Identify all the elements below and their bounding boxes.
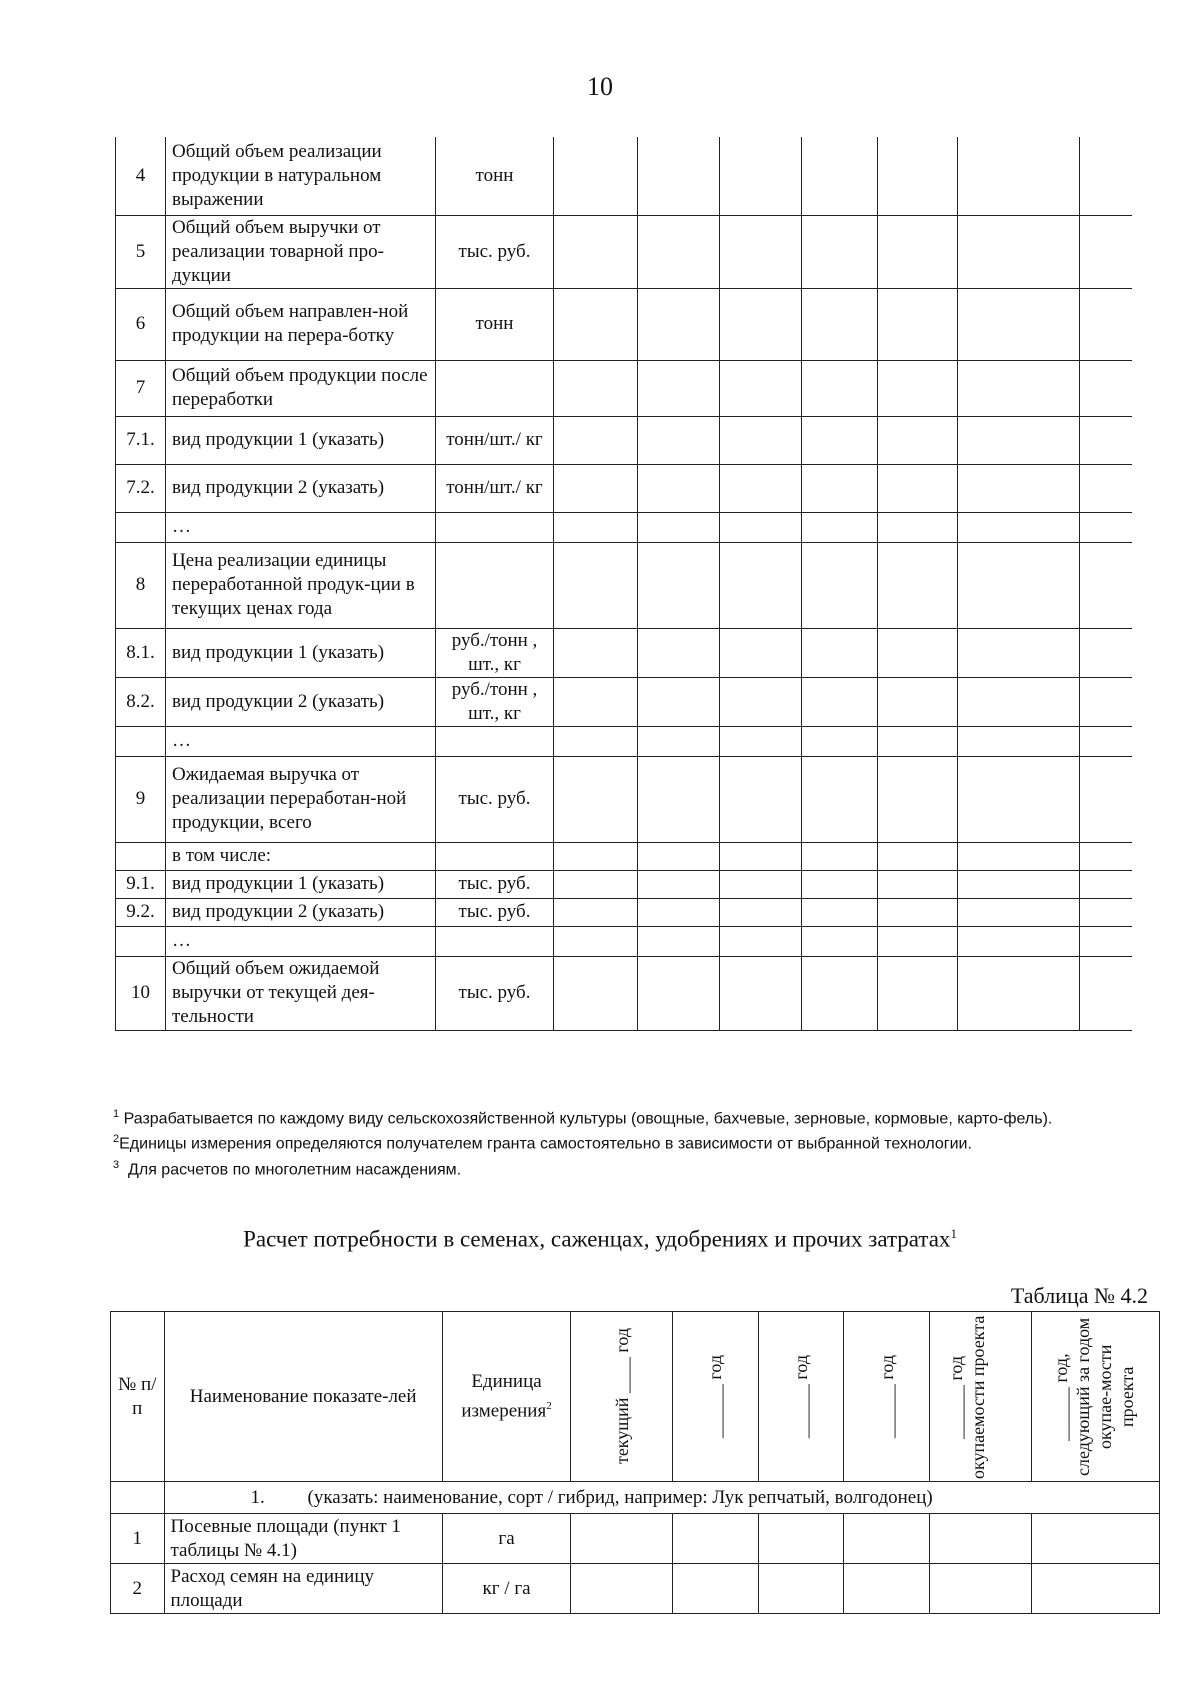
footnote-2: $^2$Единицы измерения определяются получателем гранта самостоятельно в зависимости от выбранной технологии.	[113, 1133, 972, 1153]
value-cell	[1080, 464, 1132, 512]
value-cell	[638, 756, 720, 842]
value-cell	[958, 137, 1080, 215]
row-unit: тонн	[436, 288, 554, 360]
header-year-4: ______ год	[876, 1354, 897, 1439]
table-row	[116, 542, 1132, 628]
row-name: вид продукции 1 (указать)	[166, 870, 436, 898]
row-name: Ожидаемая выручка от реализации переработан-ной продукции, всего	[166, 756, 436, 842]
table-row	[116, 926, 1132, 956]
value-cell	[878, 756, 958, 842]
value-cell	[958, 898, 1080, 926]
row-num: 9.2.	[116, 898, 166, 926]
value-cell	[958, 628, 1080, 677]
value-cell	[802, 726, 878, 756]
value-cell	[554, 288, 638, 360]
value-cell	[1080, 360, 1132, 416]
table-row	[116, 870, 1132, 898]
row-num	[116, 842, 166, 870]
value-cell	[1080, 956, 1132, 1030]
table-row	[116, 215, 1132, 288]
value-cell	[720, 870, 802, 898]
table2-row	[111, 1564, 1160, 1614]
value-cell	[638, 870, 720, 898]
table-row	[116, 137, 1132, 215]
row-num: 7.1.	[116, 416, 166, 464]
value-cell	[958, 360, 1080, 416]
value-cell	[958, 677, 1080, 726]
row-unit	[436, 842, 554, 870]
value-cell	[554, 542, 638, 628]
row-unit: га	[442, 1514, 570, 1564]
value-cell	[638, 956, 720, 1030]
row-unit: тыс. руб.	[436, 870, 554, 898]
header-year-after-payback: ______ год, следующий за годом окупае-мости проекта	[1051, 1317, 1138, 1476]
value-cell	[554, 926, 638, 956]
row-unit: тыс. руб.	[436, 215, 554, 288]
value-cell	[958, 956, 1080, 1030]
value-cell	[554, 726, 638, 756]
row-name: вид продукции 1 (указать)	[166, 628, 436, 677]
value-cell	[878, 628, 958, 677]
value-cell	[1080, 416, 1132, 464]
header-year-payback: ______ год окупаемости проекта	[946, 1314, 989, 1479]
row-name: в том числе:	[166, 842, 436, 870]
value-cell	[571, 1564, 673, 1614]
value-cell	[802, 288, 878, 360]
value-cell	[638, 677, 720, 726]
value-cell	[878, 842, 958, 870]
value-cell	[638, 898, 720, 926]
value-cell	[638, 137, 720, 215]
row-unit	[436, 926, 554, 956]
value-cell	[802, 464, 878, 512]
value-cell	[1080, 842, 1132, 870]
row-name: Расход семян на единицу площади	[164, 1564, 442, 1614]
value-cell	[638, 416, 720, 464]
row-name: …	[166, 726, 436, 756]
row-num	[116, 512, 166, 542]
value-cell	[958, 842, 1080, 870]
table-row	[116, 360, 1132, 416]
value-cell	[554, 464, 638, 512]
row-num	[116, 726, 166, 756]
value-cell	[878, 215, 958, 288]
row-name: вид продукции 2 (указать)	[166, 464, 436, 512]
value-cell	[878, 956, 958, 1030]
value-cell	[1080, 898, 1132, 926]
value-cell	[878, 288, 958, 360]
value-cell	[554, 898, 638, 926]
value-cell	[802, 542, 878, 628]
table2-row	[111, 1514, 1160, 1564]
value-cell	[758, 1564, 844, 1614]
value-cell	[720, 677, 802, 726]
value-cell	[878, 898, 958, 926]
row-num: 2	[111, 1564, 165, 1614]
header-name: Наименование показате-лей	[164, 1312, 442, 1482]
value-cell	[958, 542, 1080, 628]
row-num: 5	[116, 215, 166, 288]
value-cell	[878, 926, 958, 956]
row-unit: руб./тонн , шт., кг	[436, 677, 554, 726]
row-unit	[436, 726, 554, 756]
row-unit: кг / га	[442, 1564, 570, 1614]
table-row	[116, 416, 1132, 464]
production-table	[115, 137, 1132, 1031]
value-cell	[554, 628, 638, 677]
value-cell	[720, 726, 802, 756]
row-num	[116, 926, 166, 956]
table-row	[116, 677, 1132, 726]
row-unit: тонн/шт./ кг	[436, 416, 554, 464]
value-cell	[720, 416, 802, 464]
value-cell	[720, 464, 802, 512]
value-cell	[571, 1514, 673, 1564]
value-cell	[802, 137, 878, 215]
table-row	[116, 756, 1132, 842]
row-name: Общий объем направлен-ной продукции на перера-ботку	[166, 288, 436, 360]
row-unit	[436, 360, 554, 416]
header-unit: Единица измерения$^2$	[442, 1312, 570, 1482]
value-cell	[958, 512, 1080, 542]
value-cell	[958, 464, 1080, 512]
value-cell	[878, 542, 958, 628]
row-name: вид продукции 1 (указать)	[166, 416, 436, 464]
value-cell	[554, 842, 638, 870]
value-cell	[844, 1564, 930, 1614]
row-num: 8.1.	[116, 628, 166, 677]
value-cell	[1031, 1514, 1160, 1564]
table-row	[116, 628, 1132, 677]
row-unit	[436, 542, 554, 628]
seeds-requirements-table	[110, 1311, 1160, 1614]
table-row	[116, 726, 1132, 756]
value-cell	[958, 726, 1080, 756]
header-year-3: ______ год	[790, 1354, 811, 1439]
value-cell	[554, 870, 638, 898]
value-cell	[638, 215, 720, 288]
value-cell	[802, 360, 878, 416]
value-cell	[720, 842, 802, 870]
table-row	[116, 956, 1132, 1030]
value-cell	[878, 416, 958, 464]
value-cell	[638, 288, 720, 360]
row-unit: тыс. руб.	[436, 898, 554, 926]
row-num: 7.2.	[116, 464, 166, 512]
value-cell	[638, 512, 720, 542]
value-cell	[554, 416, 638, 464]
value-cell	[554, 956, 638, 1030]
row-num: 4	[116, 137, 166, 215]
row-name: Общий объем реализации продукции в натуральном выражении	[166, 137, 436, 215]
row-name: Общий объем ожидаемой выручки от текущей дея-тельности	[166, 956, 436, 1030]
section-row-num: 1.	[250, 1486, 265, 1508]
value-cell	[554, 137, 638, 215]
footnotes	[113, 1104, 1133, 1180]
row-name: Общий объем продукции после переработки	[166, 360, 436, 416]
value-cell	[958, 756, 1080, 842]
value-cell	[802, 842, 878, 870]
header-year-current: текущий ____ год	[611, 1328, 632, 1465]
value-cell	[720, 512, 802, 542]
value-cell	[878, 137, 958, 215]
page-number: 10	[587, 72, 613, 101]
value-cell	[638, 464, 720, 512]
value-cell	[1080, 926, 1132, 956]
row-unit: тонн	[436, 137, 554, 215]
value-cell	[802, 628, 878, 677]
header-year-2: ______ год	[705, 1354, 726, 1439]
row-num: 6	[116, 288, 166, 360]
value-cell	[638, 628, 720, 677]
value-cell	[878, 870, 958, 898]
row-name: Цена реализации единицы переработанной продук-ции в текущих ценах года	[166, 542, 436, 628]
value-cell	[672, 1564, 758, 1614]
table-label: Таблица № 4.2	[1010, 1283, 1148, 1308]
value-cell	[1080, 756, 1132, 842]
value-cell	[802, 956, 878, 1030]
value-cell	[554, 756, 638, 842]
value-cell	[958, 926, 1080, 956]
value-cell	[720, 360, 802, 416]
value-cell	[720, 756, 802, 842]
value-cell	[1031, 1564, 1160, 1614]
row-name: Посевные площади (пункт 1 таблицы № 4.1)	[164, 1514, 442, 1564]
value-cell	[720, 956, 802, 1030]
row-num: 8	[116, 542, 166, 628]
value-cell	[878, 360, 958, 416]
value-cell	[878, 464, 958, 512]
value-cell	[720, 926, 802, 956]
value-cell	[638, 360, 720, 416]
table-row	[116, 512, 1132, 542]
value-cell	[958, 288, 1080, 360]
table2-header-row	[111, 1312, 1160, 1482]
value-cell	[878, 726, 958, 756]
value-cell	[638, 926, 720, 956]
row-name: Общий объем выручки от реализации товарной про-дукции	[166, 215, 436, 288]
value-cell	[638, 726, 720, 756]
table-row	[116, 898, 1132, 926]
table-row	[116, 464, 1132, 512]
value-cell	[1080, 870, 1132, 898]
value-cell	[554, 360, 638, 416]
row-unit: тыс. руб.	[436, 756, 554, 842]
value-cell	[758, 1514, 844, 1564]
value-cell	[638, 842, 720, 870]
table2-section-row	[111, 1482, 1160, 1514]
value-cell	[878, 677, 958, 726]
value-cell	[878, 512, 958, 542]
row-num: 9.1.	[116, 870, 166, 898]
row-name: …	[166, 926, 436, 956]
row-name: …	[166, 512, 436, 542]
value-cell	[802, 512, 878, 542]
row-unit: руб./тонн , шт., кг	[436, 628, 554, 677]
row-name: вид продукции 2 (указать)	[166, 898, 436, 926]
row-num: 1	[111, 1514, 165, 1564]
section-title: Расчет потребности в семенах, саженцах, удобрениях и прочих затратах$^1$	[243, 1226, 957, 1252]
value-cell	[1080, 288, 1132, 360]
footnote-3: $^3$ Для расчетов по многолетним насаждениям.	[113, 1158, 462, 1178]
value-cell	[554, 512, 638, 542]
value-cell	[844, 1514, 930, 1564]
value-cell	[1080, 542, 1132, 628]
row-num: 10	[116, 956, 166, 1030]
row-num: 7	[116, 360, 166, 416]
row-unit	[436, 512, 554, 542]
row-num: 8.2.	[116, 677, 166, 726]
header-num: № п/п	[111, 1312, 165, 1482]
value-cell	[802, 926, 878, 956]
table-row	[116, 842, 1132, 870]
value-cell	[1080, 215, 1132, 288]
value-cell	[1080, 628, 1132, 677]
value-cell	[1080, 726, 1132, 756]
table-row	[116, 288, 1132, 360]
section-row-text: (указать: наименование, сорт / гибрид, например: Лук репчатый, волгодонец)	[307, 1486, 933, 1508]
value-cell	[958, 215, 1080, 288]
value-cell	[802, 677, 878, 726]
value-cell	[802, 898, 878, 926]
value-cell	[720, 542, 802, 628]
value-cell	[958, 870, 1080, 898]
value-cell	[720, 215, 802, 288]
row-num: 9	[116, 756, 166, 842]
value-cell	[554, 215, 638, 288]
value-cell	[720, 137, 802, 215]
row-unit: тонн/шт./ кг	[436, 464, 554, 512]
value-cell	[720, 288, 802, 360]
section-row-cell	[164, 1482, 1159, 1514]
value-cell	[1080, 512, 1132, 542]
value-cell	[958, 416, 1080, 464]
value-cell	[802, 416, 878, 464]
value-cell	[802, 215, 878, 288]
value-cell	[1080, 677, 1132, 726]
row-unit: тыс. руб.	[436, 956, 554, 1030]
value-cell	[929, 1564, 1031, 1614]
value-cell	[554, 677, 638, 726]
value-cell	[802, 870, 878, 898]
value-cell	[1080, 137, 1132, 215]
value-cell	[929, 1514, 1031, 1564]
footnote-1: $^1$ Разрабатывается по каждому виду сельскохозяйственной культуры (овощные, бахчевые, зерновые, кормовые, карто-фель).	[113, 1108, 1053, 1128]
value-cell	[720, 628, 802, 677]
value-cell	[672, 1514, 758, 1564]
value-cell	[638, 542, 720, 628]
row-name: вид продукции 2 (указать)	[166, 677, 436, 726]
value-cell	[802, 756, 878, 842]
value-cell	[720, 898, 802, 926]
